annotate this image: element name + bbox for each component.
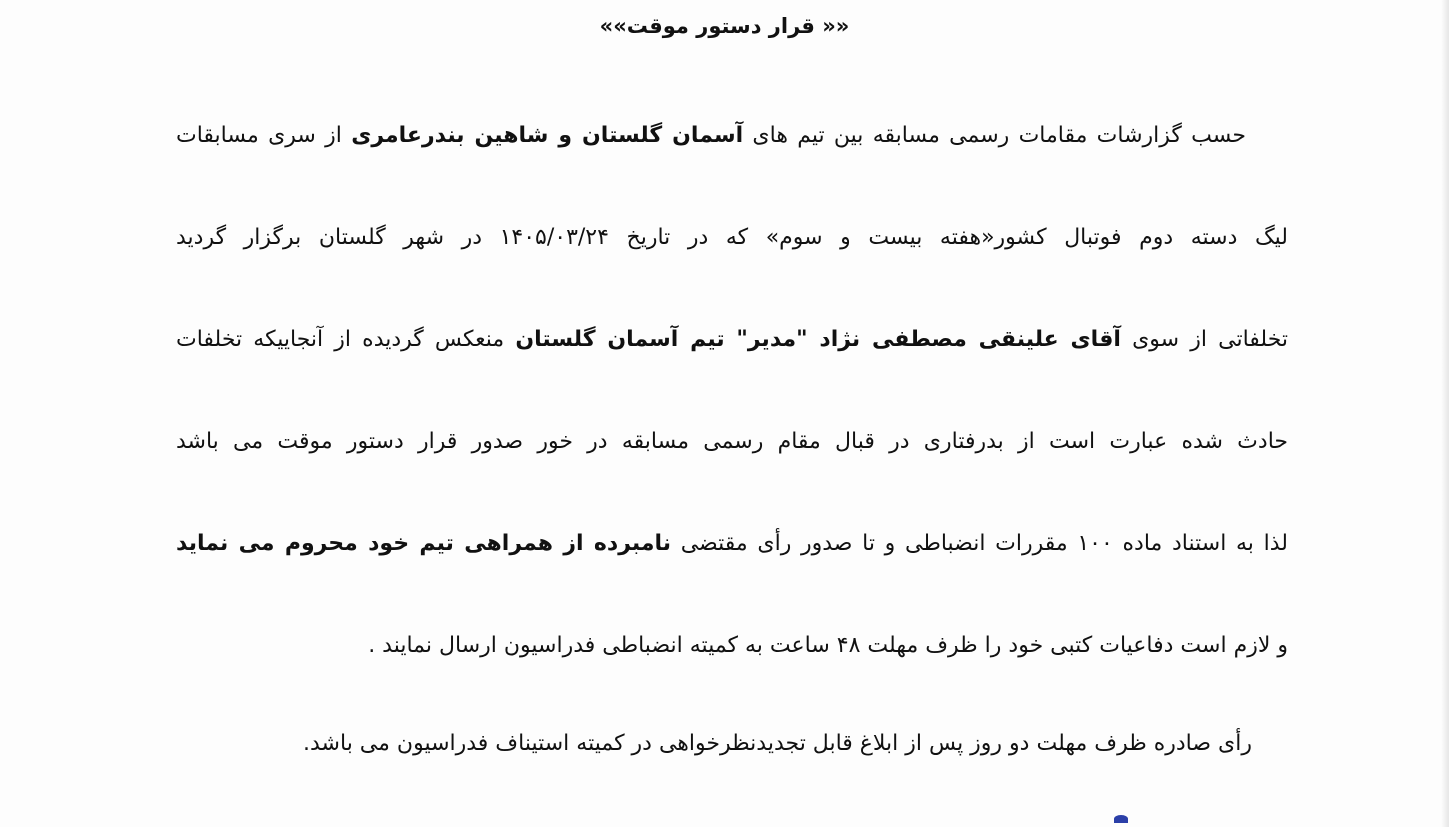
document-title: «« قرار دستور موقت»»: [599, 14, 850, 38]
text-segment: حادث شده عبارت است از بدرفتاری در قبال مقام رسمی مسابقه در خور صدور قرار دستور موقت می باشد: [176, 429, 1288, 454]
signature-ink-mark: [1114, 815, 1128, 823]
closing-line: [176, 696, 1288, 798]
text-segment: لیگ دسته دوم فوتبال کشور«هفته بیست و سوم» که در تاریخ ۱۴۰۵/۰۳/۲۴ در شهر گلستان برگزار گردید: [176, 225, 1288, 250]
closing-text: رأی صادره ظرف مهلت دو روز پس از ابلاغ قابل تجدیدنظرخواهی در کمیته استیناف فدراسیون می باشد.: [303, 731, 1252, 756]
text-line-2: [176, 190, 1288, 292]
text-line-6: [176, 598, 1288, 700]
offender-name: آقای علینقی مصطفی نژاد "مدیر" تیم آسمان گلستان: [515, 327, 1121, 352]
text-line-4: [176, 394, 1288, 496]
text-segment: لذا به استناد ماده ۱۰۰ مقررات انضباطی و تا صدور رأی مقتضی: [680, 531, 1288, 556]
text-segment: از سری مسابقات: [176, 123, 342, 148]
order-body: [176, 88, 1288, 798]
text-segment: حسب گزارشات مقامات رسمی مسابقه بین تیم های: [752, 123, 1246, 148]
ruling-text: نامبرده از همراهی تیم خود محروم می نماید: [176, 531, 672, 556]
text-line-3: [176, 292, 1288, 394]
text-segment: تخلفاتی از سوی: [1132, 327, 1288, 352]
text-segment: و لازم است دفاعیات کتبی خود را ظرف مهلت ۴۸ ساعت به کمیته انضباطی فدراسیون ارسال نمایند .: [368, 633, 1288, 658]
text-line-1: [176, 88, 1288, 190]
page-edge-shadow: [1441, 0, 1449, 827]
team-names: آسمان گلستان و شاهین بندرعامری: [351, 123, 744, 148]
text-segment: منعکس گردیده از آنجاییکه تخلفات: [176, 327, 505, 352]
text-line-5: [176, 496, 1288, 598]
